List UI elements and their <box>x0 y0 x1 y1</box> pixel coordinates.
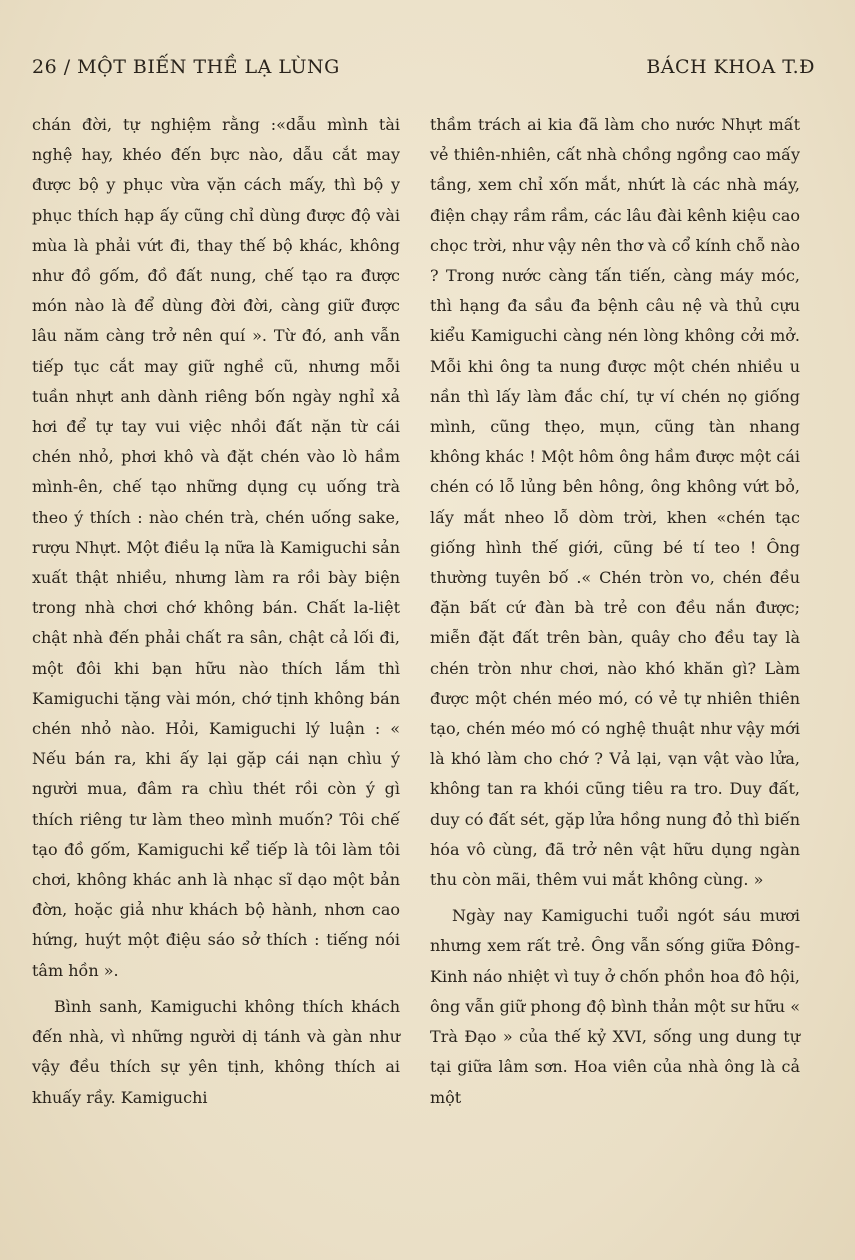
page-header <box>32 56 815 84</box>
paragraph-continued: thầm trách ai kia đã làm cho nước Nhựt mất vẻ thiên-nhiên, cất nhà chồng ngồng cao mấy tầng, xem chỉ xốn mắt, nhứt là các nhà máy, điện chạy rầm rầm, các lâu đài kênh kiệu cao chọc trời, như vậy nên thơ và cổ kính chỗ nào ? Trong nước càng tấn tiến, càng máy móc, thì hạng đa sầu đa bệnh câu nệ và thủ cựu kiểu Kamiguchi càng nén lòng không cởi mở. Mỗi khi ông ta nung được một chén nhiều u nần thì lấy làm đắc chí, tự ví chén nọ giống mình, cũng thẹo, mụn, cũng tàn nhang không khác ! Một hôm ông hầm được một cái chén có lỗ lủng bên hông, ông không vứt bỏ, lấy mắt nheo lỗ dòm trời, khen «chén tạc giống hình thế giới, cũng bé tí teo ! Ông thường tuyên bố .« Chén tròn vo, chén đều đặn bất cứ đàn bà trẻ con đều nắn được; miễn đặt đất trên bàn, quây cho đều tay là chén tròn như chơi, nào khó khăn gì? Làm được một chén méo mó, có vẻ tự nhiên thiên tạo, chén méo mó có nghệ thuật như vậy mới là khó làm cho chớ ? Vả lại, vạn vật vào lửa, không tan ra khói cũng tiêu ra tro. Duy đất, duy có đất sét, gặp lửa hồng nung đỏ thì biến hóa vô cùng, đã trở nên vật hữu dụng ngàn thu còn mãi, thêm vui mắt không cùng. » <box>430 115 800 890</box>
paragraph: Bình sanh, Kamiguchi không thích khách đến nhà, vì những người dị tánh và gàn như vậy đều thích sự yên tịnh, không thích ai khuấy rầy. Kamiguchi <box>32 996 400 1107</box>
paragraph-continued: chán đời, tự nghiệm rằng :«dẫu mình tài nghệ hay, khéo đến bực nào, dẫu cắt may được bộ y phục vừa vặn cách mấy, thì bộ y phục thích hạp ấy cũng chỉ dùng được độ vài mùa là phải vứt đi, thay thế bộ khác, không như đồ gốm, đồ đất nung, chế tạo ra được món nào là để dùng đời đời, càng giữ được lâu năm càng trở nên quí ». Từ đó, anh vẫn tiếp tục cắt may giữ nghề cũ, nhưng mỗi tuần nhựt anh dành riêng bốn ngày nghỉ xả hơi để tự tay vui việc nhồi đất nặn từ cái chén nhỏ, phơi khô và đặt chén vào lò hầm mình-ên, chế tạo những dụng cụ uống trà theo ý thích : nào chén trà, chén uống sake, rượu Nhựt. Một điều lạ nữa là Kamiguchi sản xuất thật nhiều, nhưng làm ra rồi bày biện trong nhà chơi chớ không bán. Chất la-liệt chật nhà đến phải chất ra sân, chật cả lối đi, một đôi khi bạn hữu nào thích lắm thì Kamiguchi tặng vài món, chớ tịnh không bán chén nhỏ nào. Hỏi, Kamiguchi lý luận : « Nếu bán ra, khi ấy lại gặp cái nạn chìu ý người mua, đâm ra chìu thét rồi còn ý gì thích riêng tư làm theo mình muốn? Tôi chế tạo đồ gốm, Kamiguchi kể tiếp là tôi làm tôi chơi, không khác anh là nhạc sĩ dạo một bản đờn, hoặc giả như khách bộ hành, nhơn cao hứng, huýt một điệu sáo sở thích : tiếng nói tâm hồn ». <box>32 115 400 980</box>
running-title: 26 / MỘT BIẾN THỀ LẠ LÙNG <box>32 56 340 78</box>
paragraph: Ngày nay Kamiguchi tuổi ngót sáu mươi nhưng xem rất trẻ. Ông vẫn sống giữa Đông-Kinh náo nhiệt vì tuy ở chốn phồn hoa đô hội, ông vẫn giữ phong độ bình thản một sư hữu « Trà Đạo » của thế kỷ XVI, sống ung dung tự tại giữa lâm sơn. Hoa viên của nhà ông là cả một <box>430 906 800 1107</box>
left-column <box>32 110 400 1113</box>
publication-name: BÁCH KHOA T.Đ <box>646 56 815 78</box>
right-column <box>430 110 800 1113</box>
